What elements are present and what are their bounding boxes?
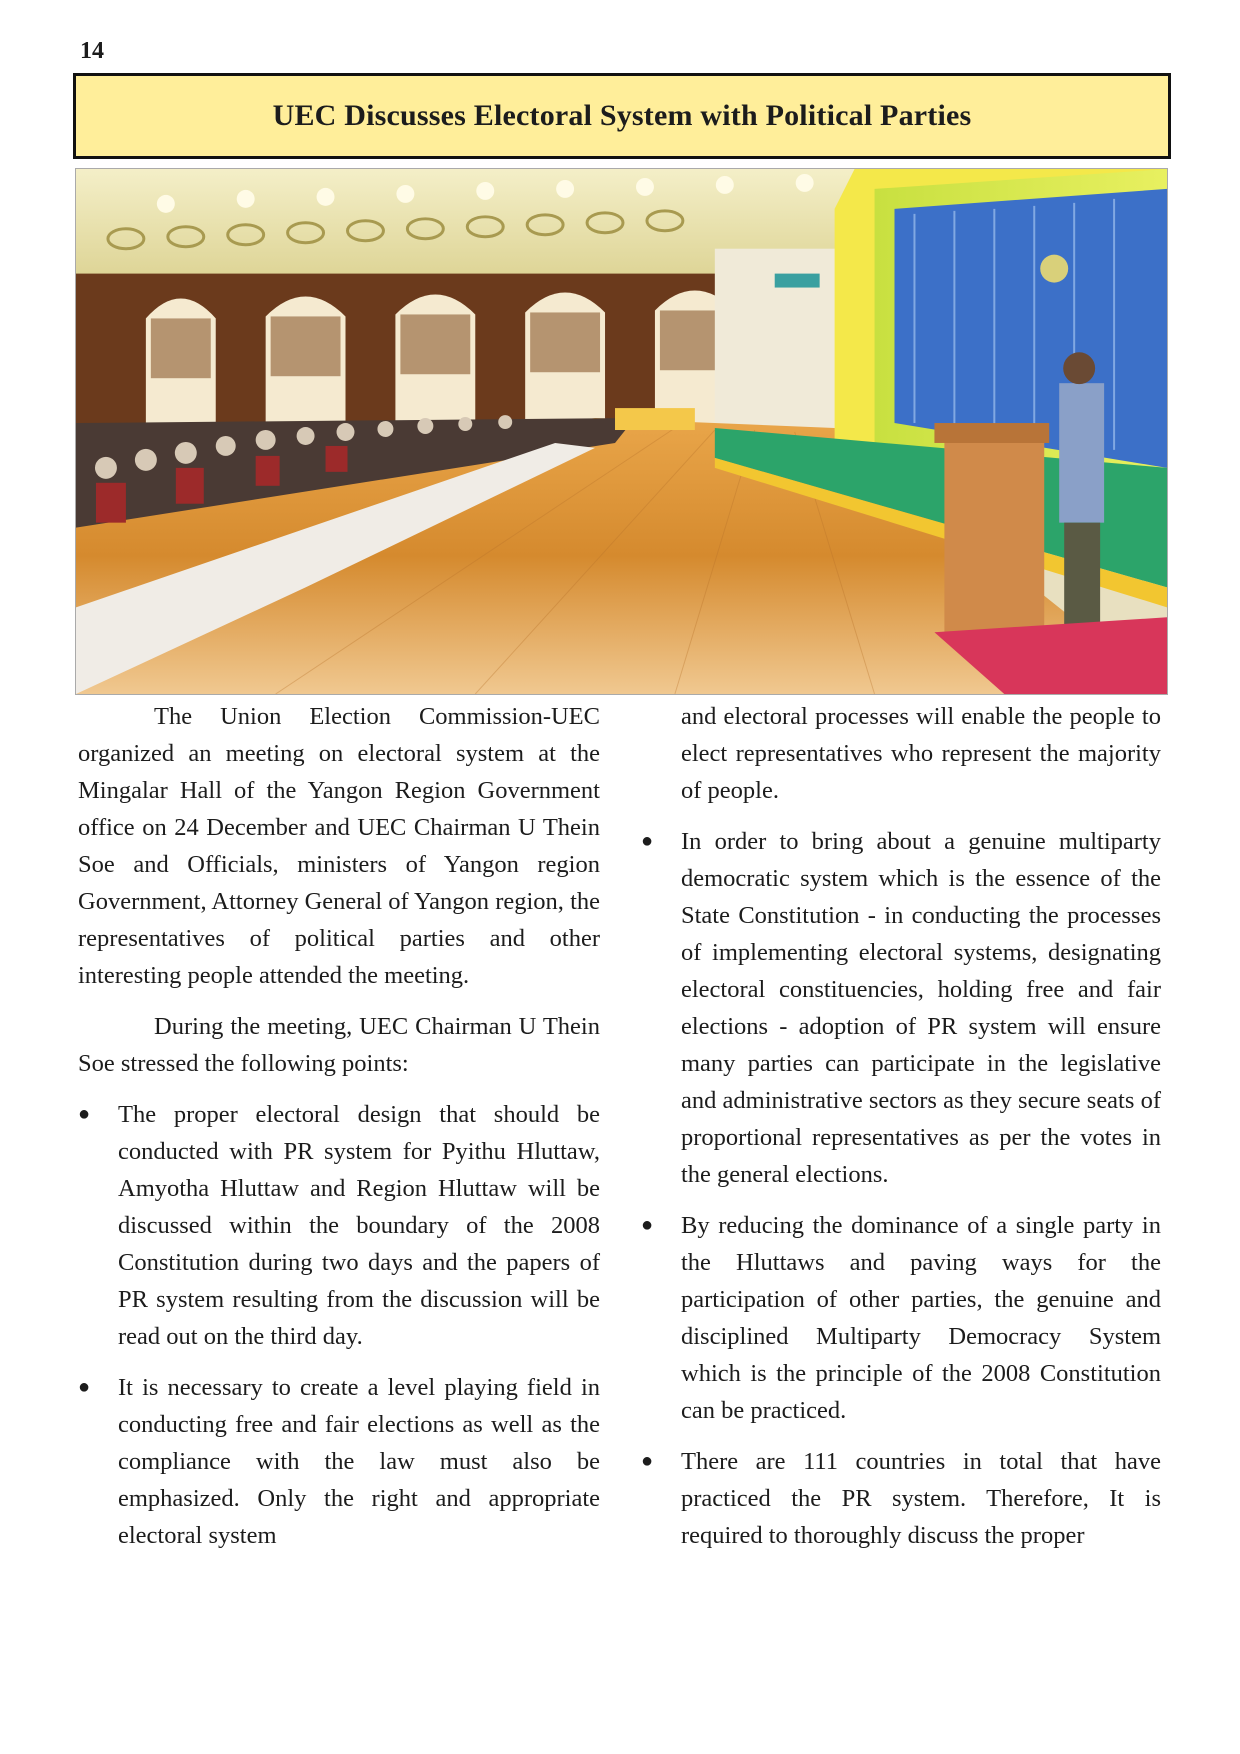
article-column-right [641,698,1161,1568]
list-item [78,1096,600,1355]
points-list-left [78,1096,600,1554]
list-item-text: There are 111 countries in total that have practiced the PR system. Therefore, It is required to thoroughly discuss the proper [681,1448,1161,1549]
list-item [641,1207,1161,1429]
list-item-text: The proper electoral design that should be conducted with PR system for Pyithu Hluttaw, Amyotha Hluttaw and Region Hluttaw will be discussed within the boundary of the 2008 Constitution during two days and the papers of PR system resulting from the discussion will be read out on the third day. [118,1101,600,1350]
list-item-text: In order to bring about a genuine multiparty democratic system which is the essence of the State Constitution - in conducting the processes of implementing electoral systems, designating electoral constituencies, holding free and fair elections - adoption of PR system will ensure many parties can participate in the legislative and administrative sectors as they secure seats of proportional representatives as per the votes in the general elections. [681,828,1161,1188]
bullet-icon: ● [78,1376,91,1398]
article-title: UEC Discusses Electoral System with Political Parties [272,99,972,132]
list-item [78,1369,600,1554]
bullet-icon: ● [641,1450,654,1472]
intro-paragraph: The Union Election Commission-UEC organized an meeting on electoral system at the Mingalar Hall of the Yangon Region Government office on 24 December and UEC Chairman U Thein Soe and Officials, ministers of Yangon region Government, Attorney General of Yangon region, the representatives of political parties and other interesting people attended the meeting. [78,703,600,989]
points-intro-paragraph: During the meeting, UEC Chairman U Thein Soe stressed the following points: [78,1013,600,1077]
points-list-right [641,823,1161,1554]
list-item-continuation: and electoral processes will enable the people to elect representatives who represent the majority of people. [681,703,1161,804]
title-banner [73,73,1171,159]
list-item [641,1443,1161,1554]
article-column-left [78,698,600,1568]
list-item-text: It is necessary to create a level playing field in conducting free and fair elections as well as the compliance with the law must also be emphasized. Only the right and appropriate electoral system [118,1374,600,1549]
meeting-hall-photo [75,168,1168,695]
list-item-text: By reducing the dominance of a single party in the Hluttaws and paving ways for the participation of other parties, the genuine and disciplined Multiparty Democracy System which is the principle of the 2008 Constitution can be practiced. [681,1212,1161,1424]
list-item [641,823,1161,1193]
page-number: 14 [80,38,104,64]
bullet-icon: ● [78,1103,91,1125]
bullet-icon: ● [641,1214,654,1236]
bullet-icon: ● [641,830,654,852]
